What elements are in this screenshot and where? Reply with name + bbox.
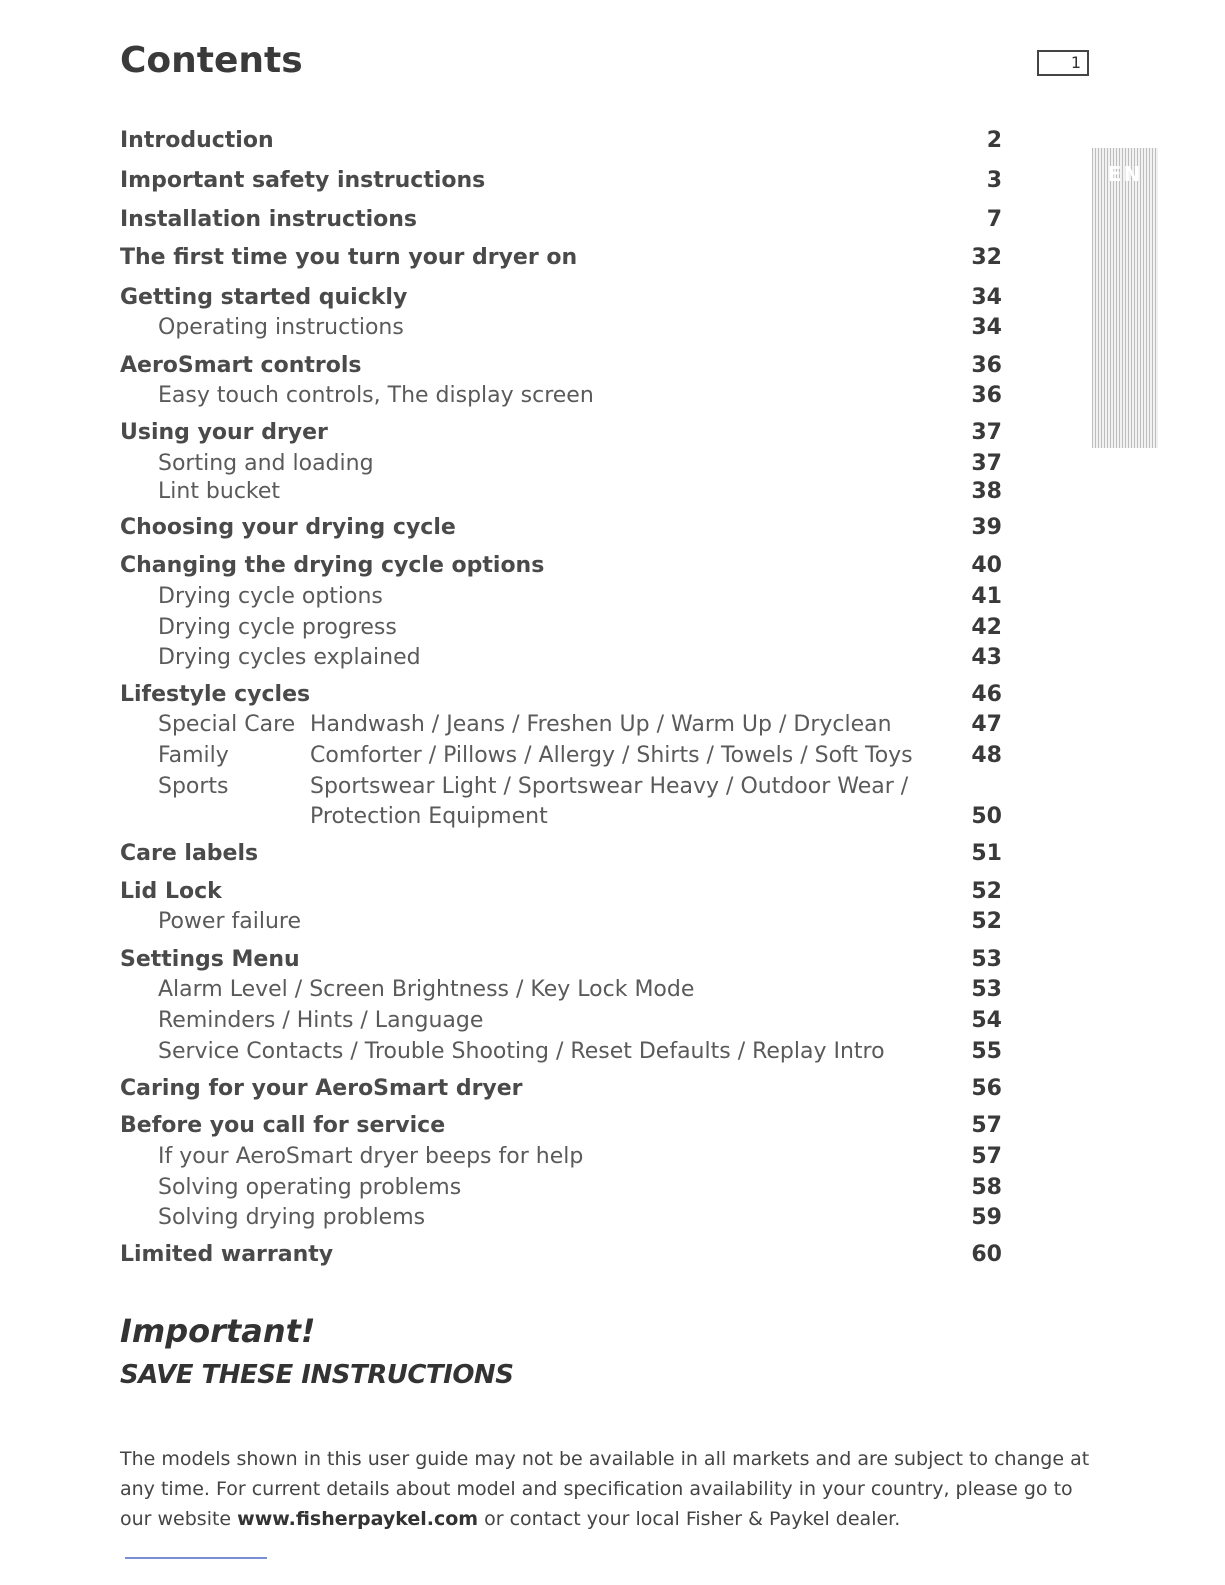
toc-page-number: 37 bbox=[971, 420, 1002, 445]
toc-page-number: 47 bbox=[971, 712, 1002, 737]
toc-page-number: 53 bbox=[971, 947, 1002, 972]
toc-subentry[interactable] bbox=[0, 479, 1225, 509]
toc-subentry[interactable] bbox=[0, 1175, 1225, 1205]
toc-entry-label: Important safety instructions bbox=[120, 168, 486, 193]
toc-page-number: 46 bbox=[971, 682, 1002, 707]
toc-entry-label: Reminders / Hints / Language bbox=[158, 1008, 484, 1033]
toc-entry-label: Lifestyle cycles bbox=[120, 682, 311, 707]
toc-page-number: 52 bbox=[971, 879, 1002, 904]
toc-entry-label: If your AeroSmart dryer beeps for help bbox=[158, 1144, 584, 1169]
toc-subentry[interactable] bbox=[0, 451, 1225, 481]
toc-entry-description: Comforter / Pillows / Allergy / Shirts / Towels / Soft Toys bbox=[310, 743, 913, 768]
toc-page-number: 59 bbox=[971, 1205, 1002, 1230]
toc-entry-label: Drying cycle progress bbox=[158, 615, 397, 640]
toc-entry-description: Sportswear Light / Sportswear Heavy / Outdoor Wear / bbox=[310, 774, 909, 799]
toc-subentry[interactable] bbox=[0, 645, 1225, 675]
toc-entry[interactable] bbox=[0, 1113, 1225, 1143]
toc-subentry[interactable] bbox=[0, 909, 1225, 939]
toc-entry-label: Family bbox=[158, 743, 229, 768]
toc-entry-description: Protection Equipment bbox=[310, 804, 548, 829]
toc-subentry[interactable] bbox=[0, 743, 1225, 773]
language-tab-label: EN bbox=[1107, 162, 1143, 186]
toc-entry-label: Introduction bbox=[120, 128, 274, 153]
toc-subentry[interactable] bbox=[0, 977, 1225, 1007]
toc-entry-label: Drying cycles explained bbox=[158, 645, 421, 670]
toc-subentry[interactable] bbox=[0, 315, 1225, 345]
toc-entry-label: Sorting and loading bbox=[158, 451, 374, 476]
toc-entry[interactable] bbox=[0, 420, 1225, 450]
toc-entry-label: Special Care bbox=[158, 712, 296, 737]
toc-subentry[interactable] bbox=[0, 774, 1225, 804]
toc-page-number: 53 bbox=[971, 977, 1002, 1002]
toc-entry-label: Lint bucket bbox=[158, 479, 281, 504]
toc-entry[interactable] bbox=[0, 553, 1225, 583]
toc-entry-label: Limited warranty bbox=[120, 1242, 334, 1267]
toc-entry[interactable] bbox=[0, 947, 1225, 977]
notice-text-after: or contact your local Fisher & Paykel dealer. bbox=[478, 1508, 901, 1530]
toc-page-number: 51 bbox=[971, 841, 1002, 866]
toc-entry[interactable] bbox=[0, 168, 1225, 198]
toc-entry-label: The first time you turn your dryer on bbox=[120, 245, 578, 270]
toc-entry[interactable] bbox=[0, 682, 1225, 712]
toc-subentry[interactable] bbox=[0, 1008, 1225, 1038]
toc-entry-label: Changing the drying cycle options bbox=[120, 553, 545, 578]
toc-entry-label: Solving operating problems bbox=[158, 1175, 462, 1200]
toc-page-number: 56 bbox=[971, 1076, 1002, 1101]
toc-entry-label: Alarm Level / Screen Brightness / Key Lock Mode bbox=[158, 977, 695, 1002]
toc-entry[interactable] bbox=[0, 207, 1225, 237]
toc-entry-label: Service Contacts / Trouble Shooting / Reset Defaults / Replay Intro bbox=[158, 1039, 885, 1064]
toc-page-number: 39 bbox=[971, 515, 1002, 540]
toc-subentry[interactable] bbox=[0, 584, 1225, 614]
toc-entry-label: Solving drying problems bbox=[158, 1205, 426, 1230]
toc-page-number: 2 bbox=[986, 128, 1002, 153]
toc-page-number: 43 bbox=[971, 645, 1002, 670]
toc-page-number: 50 bbox=[971, 804, 1002, 829]
toc-page-number: 7 bbox=[986, 207, 1002, 232]
toc-entry-label: Installation instructions bbox=[120, 207, 418, 232]
toc-entry-description: Handwash / Jeans / Freshen Up / Warm Up / Dryclean bbox=[310, 712, 892, 737]
toc-entry-label: Using your dryer bbox=[120, 420, 328, 445]
website-link[interactable]: www.fisherpaykel.com bbox=[237, 1508, 479, 1530]
availability-notice bbox=[120, 1444, 1100, 1534]
toc-entry-label: Before you call for service bbox=[120, 1113, 446, 1138]
toc-entry[interactable] bbox=[0, 1242, 1225, 1272]
toc-entry-label: Lid Lock bbox=[120, 879, 222, 904]
toc-entry-label: Drying cycle options bbox=[158, 584, 383, 609]
toc-entry-label: Operating instructions bbox=[158, 315, 404, 340]
toc-page-number: 3 bbox=[986, 168, 1002, 193]
notice-text-before: The models shown in this user guide may not be available in all markets and are subject to change at any time. For current details about model and specification availability in your country, please go to our website bbox=[120, 1448, 1090, 1530]
toc-page-number: 38 bbox=[971, 479, 1002, 504]
save-instructions-heading: SAVE THESE INSTRUCTIONS bbox=[120, 1360, 514, 1390]
toc-entry-label: Care labels bbox=[120, 841, 259, 866]
toc-entry-label: Caring for your AeroSmart dryer bbox=[120, 1076, 523, 1101]
toc-entry[interactable] bbox=[0, 128, 1225, 158]
toc-subentry[interactable] bbox=[0, 1205, 1225, 1235]
toc-subentry[interactable] bbox=[0, 615, 1225, 645]
toc-page-number: 32 bbox=[971, 245, 1002, 270]
toc-page-number: 42 bbox=[971, 615, 1002, 640]
toc-entry[interactable] bbox=[0, 1076, 1225, 1106]
toc-page-number: 57 bbox=[971, 1113, 1002, 1138]
page-number-box: 1 bbox=[1037, 50, 1089, 76]
important-heading: Important! bbox=[120, 1312, 316, 1350]
toc-subentry[interactable] bbox=[0, 1144, 1225, 1174]
toc-subentry[interactable] bbox=[0, 804, 1225, 834]
toc-subentry[interactable] bbox=[0, 383, 1225, 413]
footer-rule bbox=[125, 1557, 267, 1559]
toc-entry-label: Power failure bbox=[158, 909, 301, 934]
toc-page-number: 36 bbox=[971, 353, 1002, 378]
toc-entry-label: Getting started quickly bbox=[120, 285, 408, 310]
toc-entry[interactable] bbox=[0, 841, 1225, 871]
toc-page-number: 60 bbox=[971, 1242, 1002, 1267]
toc-page-number: 34 bbox=[971, 315, 1002, 340]
toc-page-number: 37 bbox=[971, 451, 1002, 476]
toc-page-number: 52 bbox=[971, 909, 1002, 934]
toc-page-number: 54 bbox=[971, 1008, 1002, 1033]
toc-entry[interactable] bbox=[0, 515, 1225, 545]
toc-page-number: 48 bbox=[971, 743, 1002, 768]
toc-page-number: 36 bbox=[971, 383, 1002, 408]
toc-page-number: 57 bbox=[971, 1144, 1002, 1169]
toc-page-number: 41 bbox=[971, 584, 1002, 609]
toc-entry-label: Choosing your drying cycle bbox=[120, 515, 456, 540]
toc-entry[interactable] bbox=[0, 353, 1225, 383]
page-title: Contents bbox=[120, 40, 303, 81]
toc-entry-label: Settings Menu bbox=[120, 947, 300, 972]
toc-subentry[interactable] bbox=[0, 1039, 1225, 1069]
toc-entry-label: AeroSmart controls bbox=[120, 353, 362, 378]
toc-entry-label: Sports bbox=[158, 774, 229, 799]
toc-page-number: 40 bbox=[971, 553, 1002, 578]
toc-entry-label: Easy touch controls, The display screen bbox=[158, 383, 594, 408]
toc-entry[interactable] bbox=[0, 285, 1225, 315]
toc-page-number: 55 bbox=[971, 1039, 1002, 1064]
toc-page-number: 34 bbox=[971, 285, 1002, 310]
toc-page-number: 58 bbox=[971, 1175, 1002, 1200]
toc-subentry[interactable] bbox=[0, 712, 1225, 742]
toc-entry[interactable] bbox=[0, 245, 1225, 275]
toc-entry[interactable] bbox=[0, 879, 1225, 909]
